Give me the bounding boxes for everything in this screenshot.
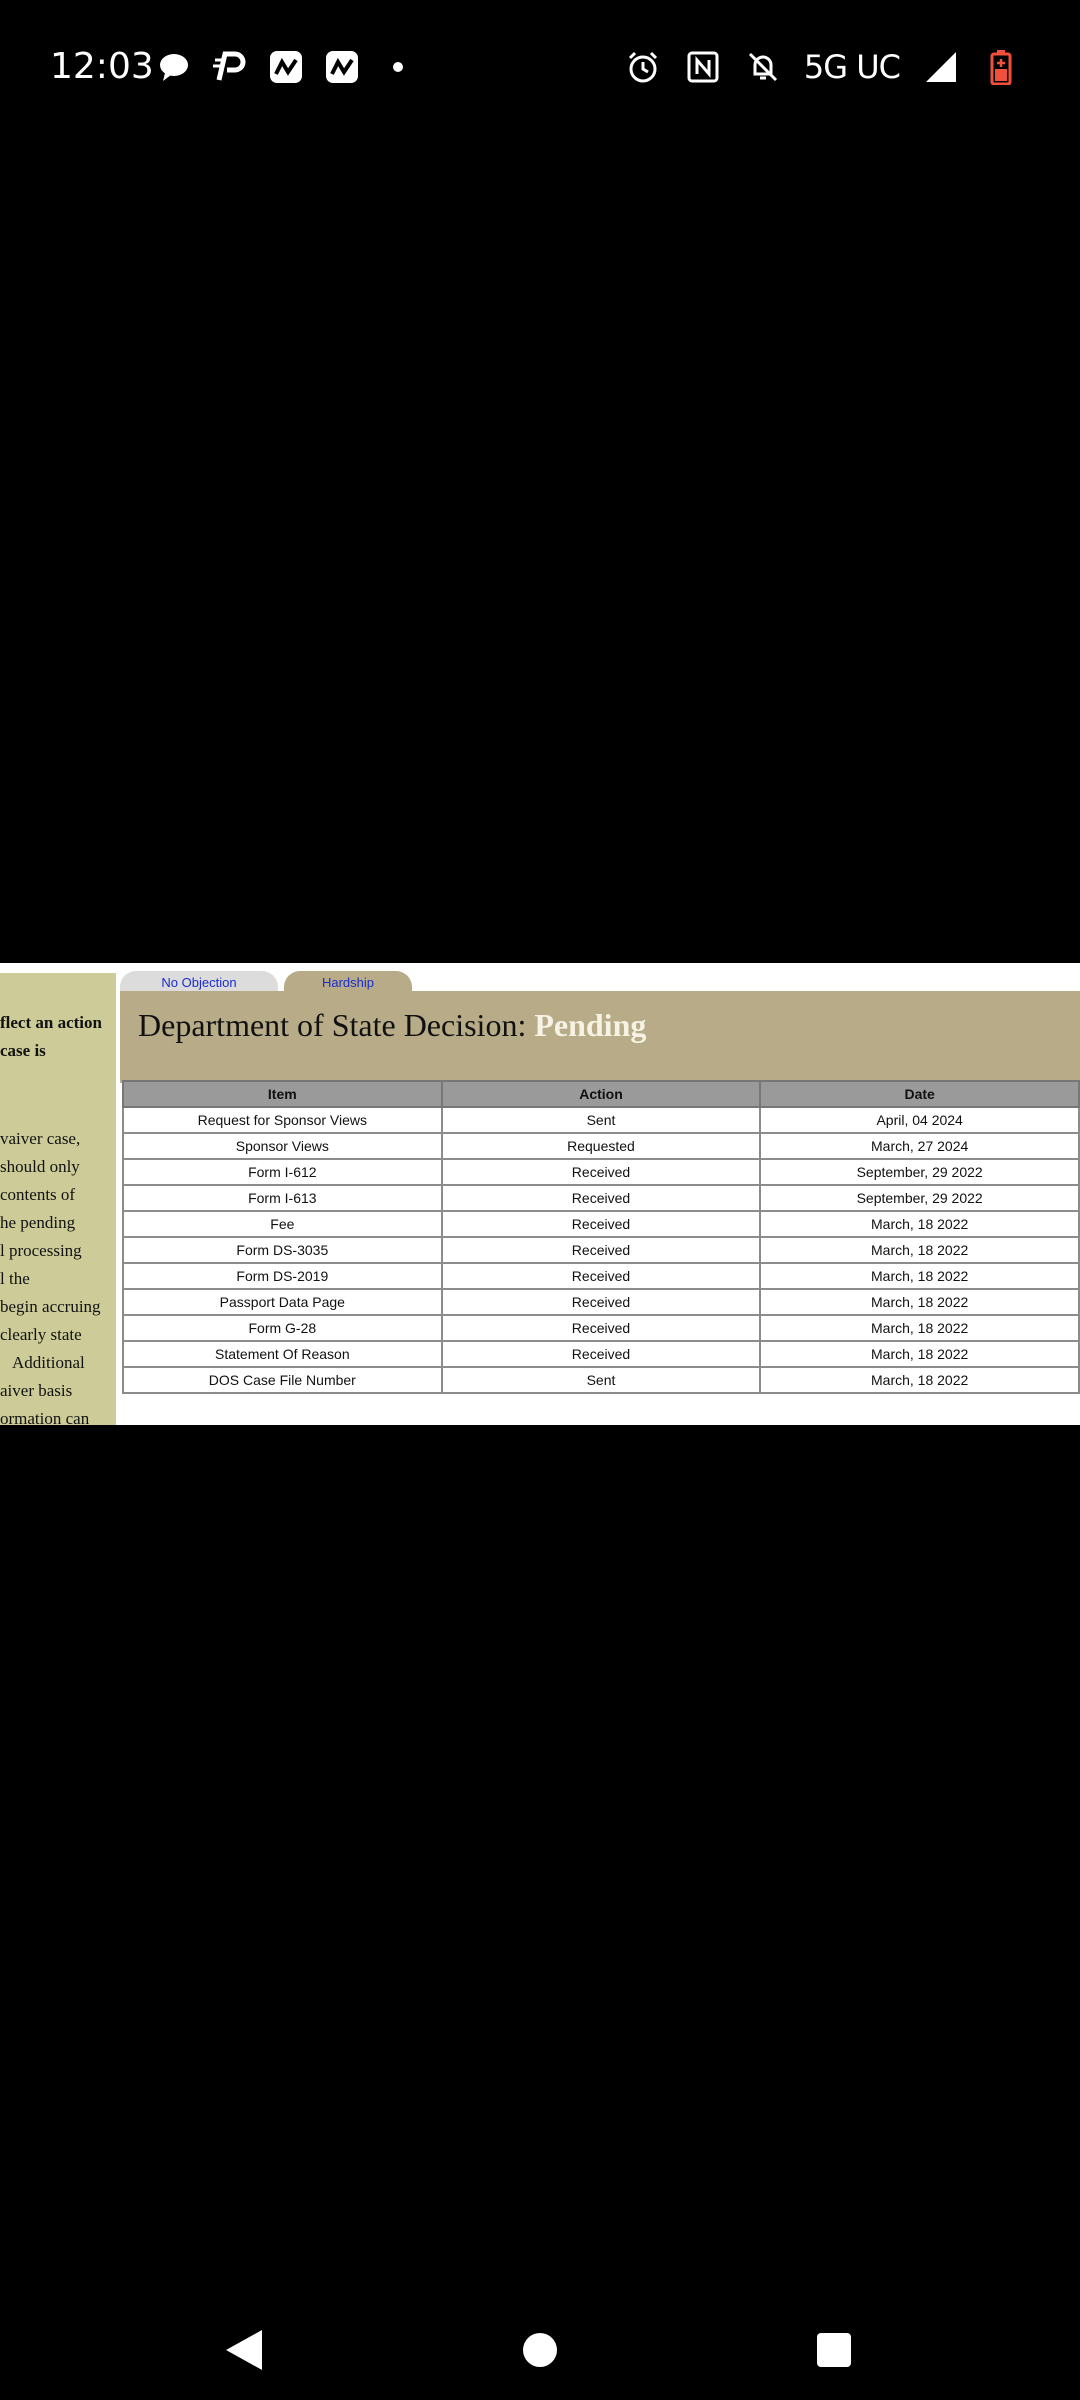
left-panel-line: Additional xyxy=(12,1353,85,1372)
column-header-date: Date xyxy=(760,1081,1079,1107)
decision-label: Department of State Decision: xyxy=(138,1007,527,1043)
table-cell-item: Request for Sponsor Views xyxy=(123,1107,442,1133)
table-cell-action: Received xyxy=(442,1159,761,1185)
navigation-bar xyxy=(0,2290,1080,2400)
status-bar xyxy=(0,0,1080,140)
table-row xyxy=(123,1185,1079,1211)
left-panel-line: should only xyxy=(0,1157,80,1176)
payment-icon xyxy=(211,48,249,86)
table-cell-date: March, 18 2022 xyxy=(760,1263,1079,1289)
table-row xyxy=(123,1289,1079,1315)
alarm-icon xyxy=(624,48,662,86)
table-cell-date: March, 18 2022 xyxy=(760,1367,1079,1393)
table-cell-item: Passport Data Page xyxy=(123,1289,442,1315)
home-button[interactable] xyxy=(500,2310,580,2390)
table-row xyxy=(123,1315,1079,1341)
tab-no-objection[interactable]: No Objection xyxy=(120,971,278,995)
table-cell-date: September, 29 2022 xyxy=(760,1185,1079,1211)
table-cell-date: March, 18 2022 xyxy=(760,1211,1079,1237)
table-cell-date: March, 18 2022 xyxy=(760,1341,1079,1367)
decision-status: Pending xyxy=(534,1007,647,1043)
column-header-action: Action xyxy=(442,1081,761,1107)
table-cell-date: March, 18 2022 xyxy=(760,1315,1079,1341)
table-cell-date: September, 29 2022 xyxy=(760,1159,1079,1185)
left-panel-line: l processing xyxy=(0,1241,82,1260)
table-cell-date: April, 04 2024 xyxy=(760,1107,1079,1133)
battery-icon xyxy=(982,48,1020,86)
network-label: 5G UC xyxy=(803,48,900,86)
left-panel-line: l the xyxy=(0,1269,30,1288)
table-cell-date: March, 27 2024 xyxy=(760,1133,1079,1159)
table-cell-action: Requested xyxy=(442,1133,761,1159)
table-cell-action: Received xyxy=(442,1341,761,1367)
mute-icon xyxy=(744,48,782,86)
table-cell-item: Form I-612 xyxy=(123,1159,442,1185)
left-panel-line: flect an action xyxy=(0,1013,102,1032)
table-row xyxy=(123,1133,1079,1159)
left-panel-line: case is xyxy=(0,1041,46,1060)
recents-icon xyxy=(814,2330,854,2370)
decision-header xyxy=(120,991,1080,1083)
status-time: 12:03 xyxy=(50,46,154,87)
recents-button[interactable] xyxy=(794,2310,874,2390)
table-cell-action: Received xyxy=(442,1237,761,1263)
table-cell-action: Received xyxy=(442,1211,761,1237)
home-icon xyxy=(520,2330,560,2370)
table-row xyxy=(123,1263,1079,1289)
left-panel-line: contents of xyxy=(0,1185,76,1204)
back-icon xyxy=(222,2326,266,2374)
left-panel-line: ormation can xyxy=(0,1409,90,1425)
table-header-row xyxy=(123,1081,1079,1107)
table-cell-action: Sent xyxy=(442,1107,761,1133)
left-panel-line: aiver basis xyxy=(0,1381,73,1400)
table-cell-item: Form DS-2019 xyxy=(123,1263,442,1289)
table-row xyxy=(123,1367,1079,1393)
left-panel-line: vaiver case, xyxy=(0,1129,81,1148)
table-row xyxy=(123,1159,1079,1185)
column-header-item: Item xyxy=(123,1081,442,1107)
dot-icon xyxy=(379,48,417,86)
table-cell-item: Form I-613 xyxy=(123,1185,442,1211)
table-cell-action: Received xyxy=(442,1289,761,1315)
app-icon xyxy=(267,48,305,86)
table-cell-item: Statement Of Reason xyxy=(123,1341,442,1367)
left-panel-line: begin accruing xyxy=(0,1297,101,1316)
table-cell-date: March, 18 2022 xyxy=(760,1289,1079,1315)
chat-icon xyxy=(155,48,193,86)
table-cell-item: Form DS-3035 xyxy=(123,1237,442,1263)
table-row xyxy=(123,1341,1079,1367)
table-cell-action: Received xyxy=(442,1185,761,1211)
table-cell-action: Received xyxy=(442,1263,761,1289)
nfc-icon xyxy=(684,48,722,86)
document-viewer xyxy=(0,963,1080,1425)
table-cell-date: March, 18 2022 xyxy=(760,1237,1079,1263)
status-icons-left xyxy=(155,48,417,86)
left-panel-line: clearly state xyxy=(0,1325,82,1344)
case-status-table xyxy=(122,1080,1080,1394)
table-cell-action: Received xyxy=(442,1315,761,1341)
table-cell-action: Sent xyxy=(442,1367,761,1393)
tab-hardship[interactable]: Hardship xyxy=(284,971,412,995)
table-row xyxy=(123,1107,1079,1133)
status-icons-right xyxy=(624,48,1020,86)
decision-title xyxy=(138,1007,646,1044)
left-text-panel xyxy=(0,973,116,1425)
back-button[interactable] xyxy=(204,2310,284,2390)
signal-icon xyxy=(922,48,960,86)
table-cell-item: DOS Case File Number xyxy=(123,1367,442,1393)
table-row xyxy=(123,1237,1079,1263)
app-icon xyxy=(323,48,361,86)
table-cell-item: Sponsor Views xyxy=(123,1133,442,1159)
table-cell-item: Fee xyxy=(123,1211,442,1237)
table-row xyxy=(123,1211,1079,1237)
left-panel-line: he pending xyxy=(0,1213,76,1232)
table-cell-item: Form G-28 xyxy=(123,1315,442,1341)
